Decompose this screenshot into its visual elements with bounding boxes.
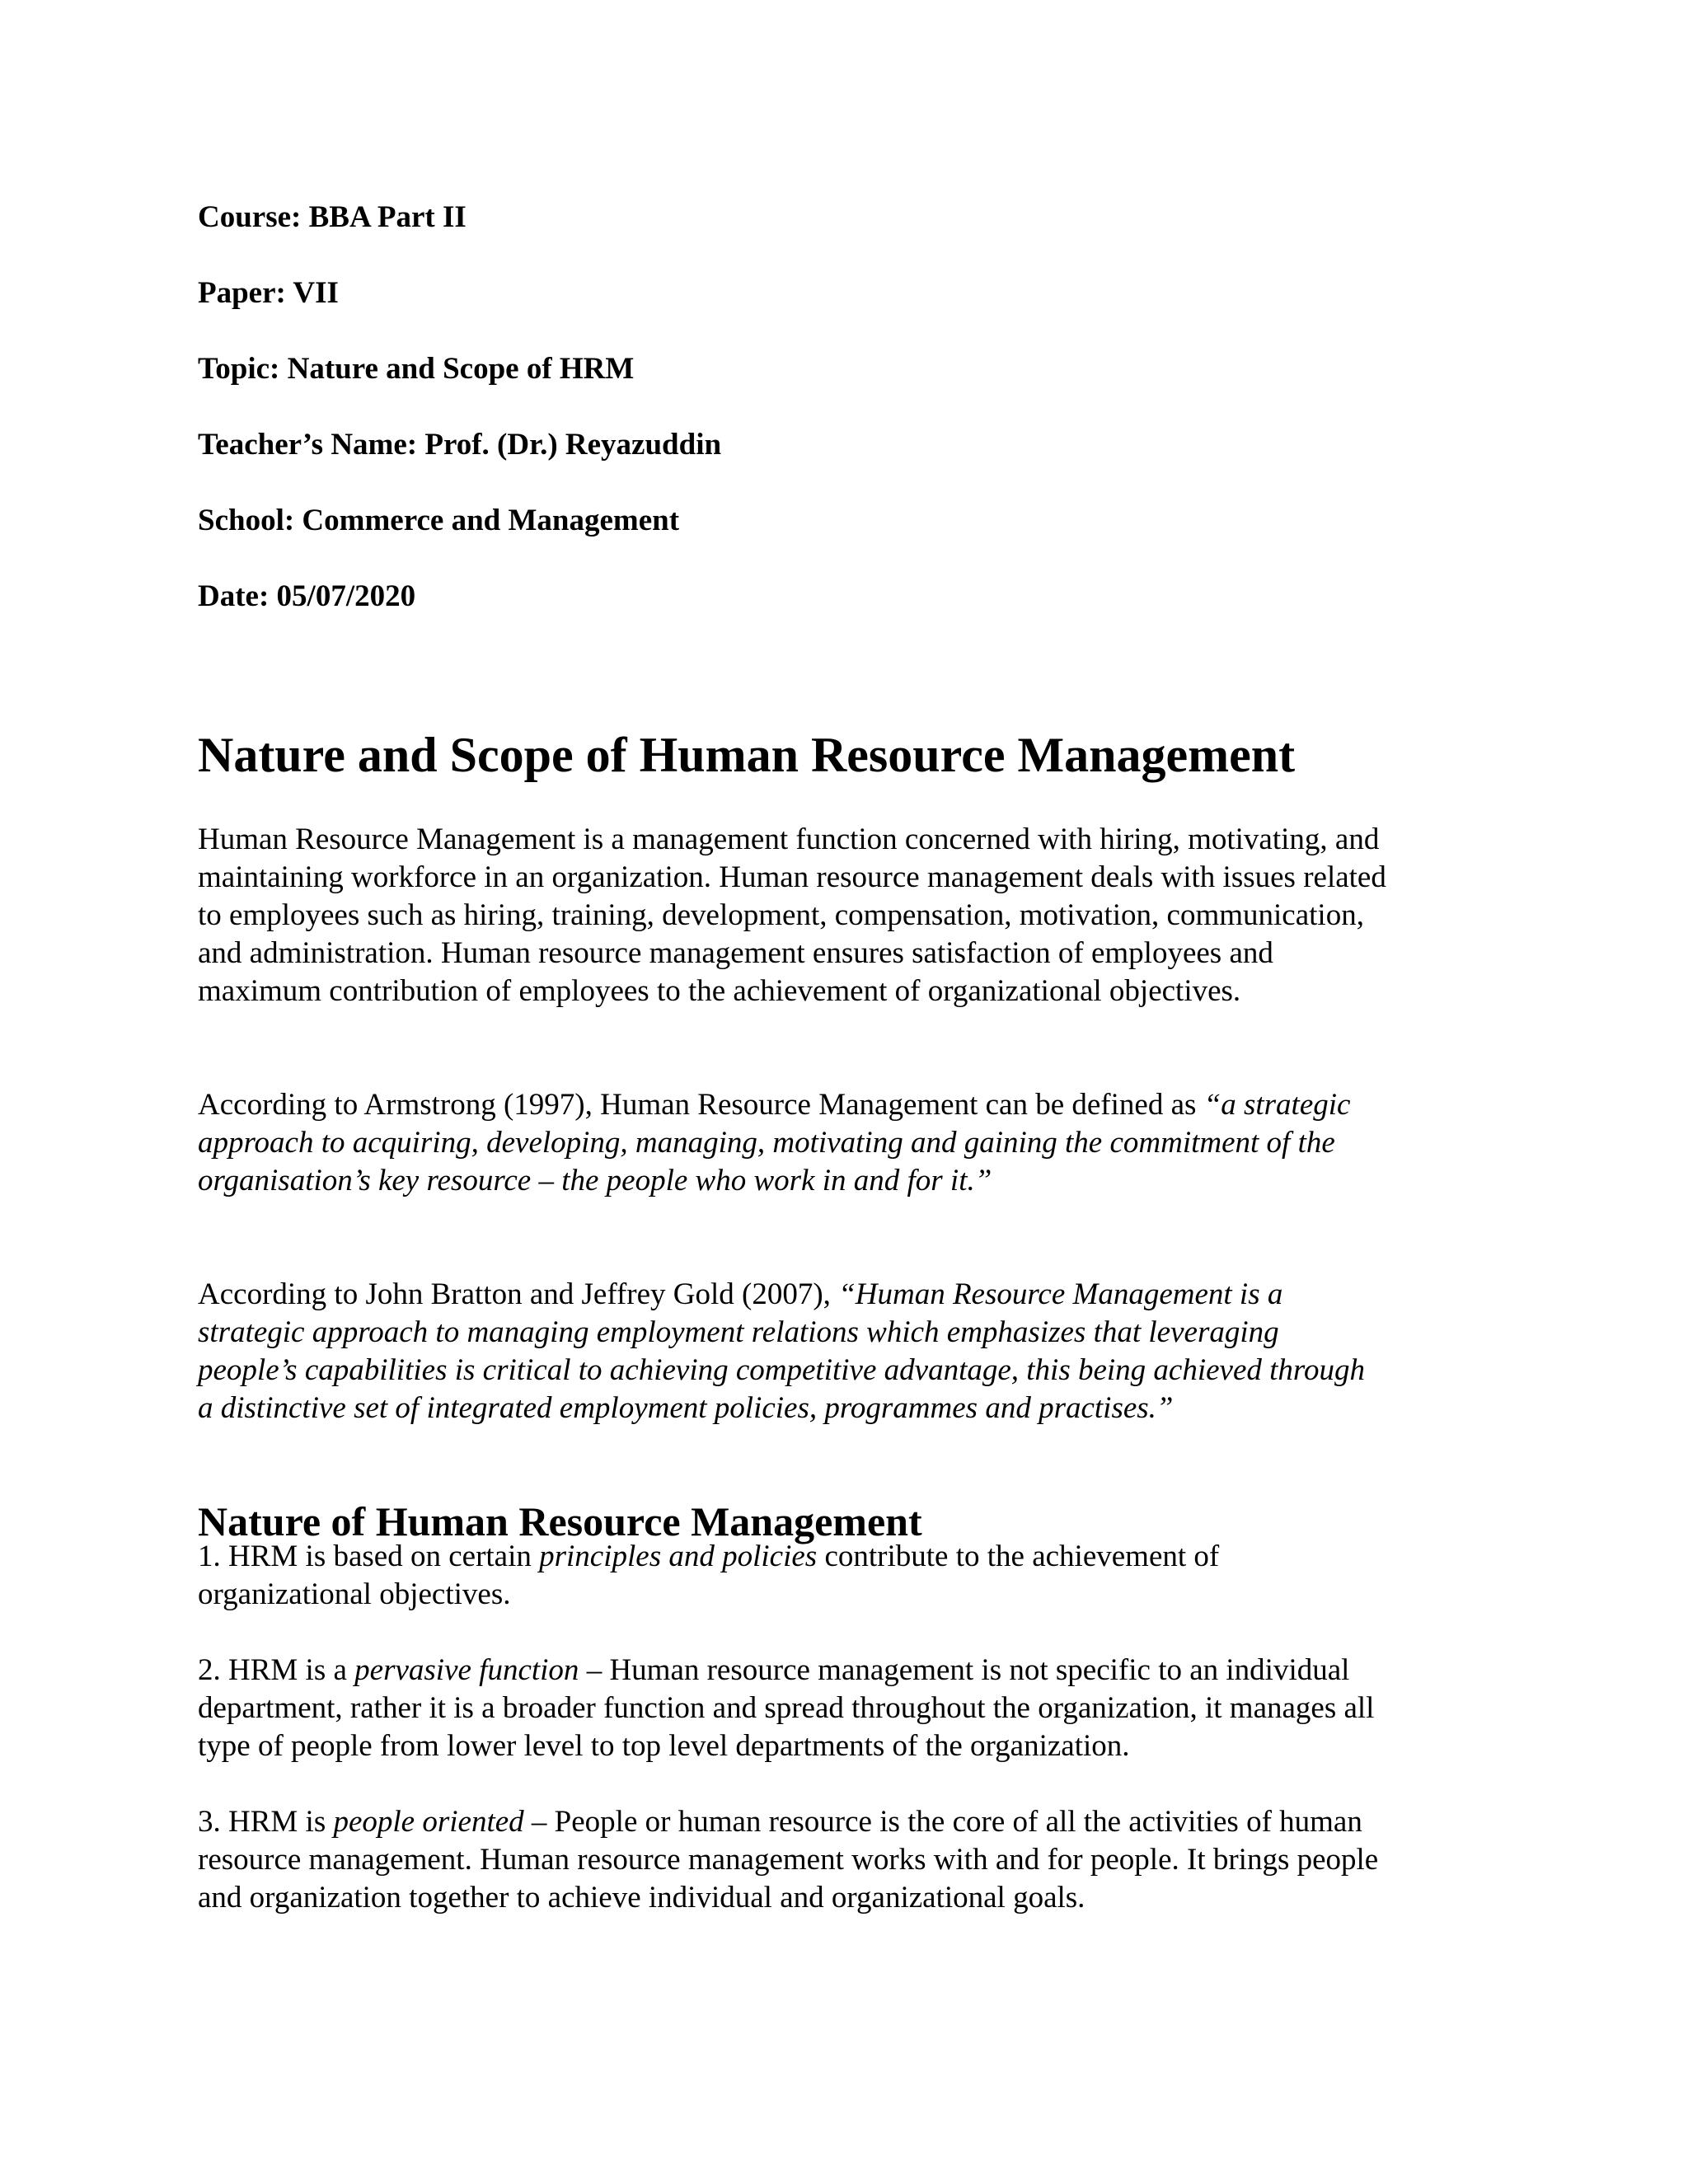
item-text: 3. HRM is: [198, 1805, 334, 1839]
armstrong-quote: approach to acquiring, developing, managing, motivating and gaining the commitment of the: [198, 1126, 1335, 1160]
item-text: organizational objectives.: [198, 1577, 511, 1611]
item-emphasis: people oriented: [333, 1805, 524, 1839]
armstrong-quote: “a strategic: [1203, 1088, 1351, 1122]
bratton-lead: According to John Bratton and Jeffrey Gold (2007),: [198, 1277, 839, 1311]
bratton-quote: a distinctive set of integrated employment policies, programmes and practises.”: [198, 1391, 1174, 1425]
intro-line: and administration. Human resource management ensures satisfaction of employees and: [198, 936, 1273, 970]
item-text: 1. HRM is based on certain: [198, 1540, 540, 1573]
school-line: School: Commerce and Management: [198, 504, 680, 537]
armstrong-quote: organisation’s key resource – the people who work in and for it.”: [198, 1164, 992, 1197]
course-line: Course: BBA Part II: [198, 200, 467, 234]
nature-heading: Nature of Human Resource Management: [198, 1498, 922, 1544]
intro-paragraph: [198, 821, 1517, 1010]
armstrong-definition: [198, 1086, 1517, 1200]
item-text: department, rather it is a broader function and spread throughout the organization, it manages all: [198, 1691, 1375, 1725]
item-text: – Human resource management is not specific to an individual: [579, 1653, 1350, 1687]
item-text: and organization together to achieve individual and organizational goals.: [198, 1881, 1085, 1915]
date-line: Date: 05/07/2020: [198, 579, 416, 613]
bratton-definition: [198, 1276, 1517, 1427]
intro-line: Human Resource Management is a management function concerned with hiring, motivating, and: [198, 823, 1380, 856]
item-text: type of people from lower level to top level departments of the organization.: [198, 1729, 1130, 1763]
nature-item-1: [198, 1538, 1517, 1614]
nature-item-3: [198, 1803, 1517, 1917]
armstrong-lead: According to Armstrong (1997), Human Resource Management can be defined as: [198, 1088, 1204, 1122]
nature-item-2: [198, 1652, 1517, 1765]
item-text: – People or human resource is the core of all the activities of human: [523, 1805, 1362, 1839]
intro-line: maintaining workforce in an organization. Human resource management deals with issues related: [198, 860, 1386, 894]
bratton-quote: strategic approach to managing employment relations which emphasizes that leveraging: [198, 1315, 1279, 1349]
bratton-quote: people’s capabilities is critical to achieving competitive advantage, this being achieved through: [198, 1353, 1365, 1387]
intro-line: to employees such as hiring, training, development, compensation, motivation, communication,: [198, 898, 1364, 932]
bratton-quote: “Human Resource Management is a: [838, 1277, 1283, 1311]
topic-line: Topic: Nature and Scope of HRM: [198, 352, 635, 386]
item-text: 2. HRM is a: [198, 1653, 355, 1687]
item-text: resource management. Human resource management works with and for people. It brings people: [198, 1843, 1379, 1877]
item-emphasis: pervasive function: [354, 1653, 579, 1687]
teacher-line: Teacher’s Name: Prof. (Dr.) Reyazuddin: [198, 428, 722, 462]
paper-line: Paper: VII: [198, 276, 339, 310]
page-title: Nature and Scope of Human Resource Management: [198, 728, 1296, 782]
item-text: contribute to the achievement of: [817, 1540, 1220, 1573]
item-emphasis: principles and policies: [539, 1540, 818, 1573]
intro-line: maximum contribution of employees to the achievement of organizational objectives.: [198, 974, 1241, 1008]
